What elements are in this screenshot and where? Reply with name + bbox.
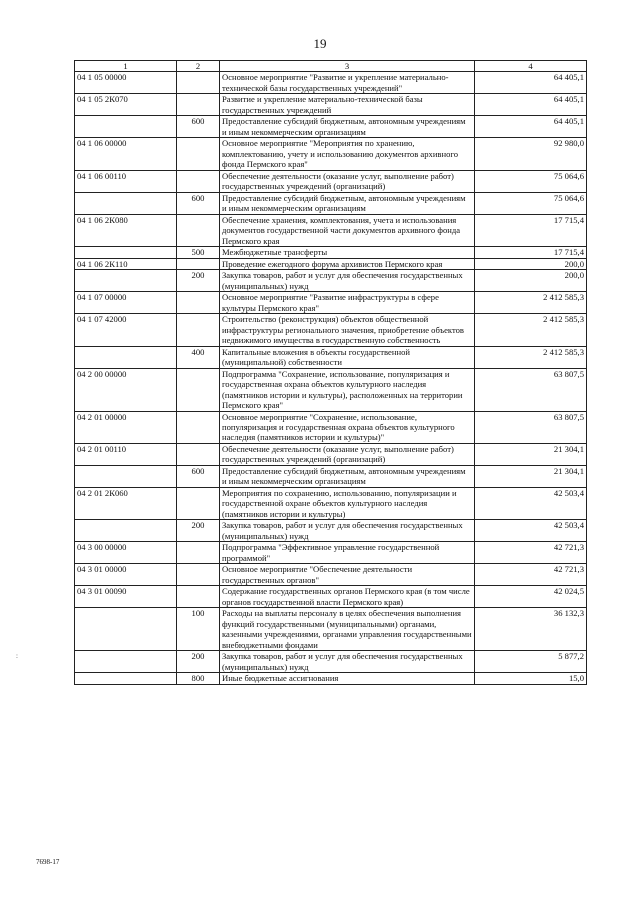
item-name-cell: Подпрограмма "Эффективное управление государственной программой" (220, 542, 475, 564)
expense-type-cell: 200 (177, 270, 220, 292)
item-name-cell: Подпрограмма "Сохранение, использование, популяризация и государственная охрана объектов культурного наследия (памятников истории и культуры), расположенных на территории Пермского края" (220, 368, 475, 411)
budget-code-cell (75, 465, 177, 487)
item-name-cell: Межбюджетные трансферты (220, 247, 475, 258)
amount-cell: 21 304,1 (475, 465, 587, 487)
budget-code-cell (75, 608, 177, 651)
table-row (75, 138, 587, 170)
amount-cell: 17 715,4 (475, 247, 587, 258)
table-row (75, 542, 587, 564)
item-name-cell: Содержание государственных органов Пермского края (в том числе органов государственной власти Пермского края) (220, 586, 475, 608)
amount-cell: 64 405,1 (475, 72, 587, 94)
margin-mark: : (16, 652, 18, 660)
table-row (75, 465, 587, 487)
table-row (75, 673, 587, 684)
table-row (75, 368, 587, 411)
item-name-cell: Обеспечение деятельности (оказание услуг, выполнение работ) государственных учреждений (организаций) (220, 170, 475, 192)
table-row (75, 192, 587, 214)
expense-type-cell: 200 (177, 651, 220, 673)
expense-type-cell (177, 586, 220, 608)
budget-code-cell: 04 3 01 00090 (75, 586, 177, 608)
item-name-cell: Предоставление субсидий бюджетным, автономным учреждениям и иным некоммерческим организациям (220, 116, 475, 138)
table-row (75, 214, 587, 246)
amount-cell: 200,0 (475, 270, 587, 292)
table-row (75, 116, 587, 138)
item-name-cell: Строительство (реконструкция) объектов общественной инфраструктуры регионального значения, приобретение объектов недвижимого имущества в государственную собственность (220, 314, 475, 346)
expense-type-cell: 600 (177, 465, 220, 487)
expense-type-cell: 200 (177, 520, 220, 542)
page-number: 19 (313, 36, 327, 51)
amount-cell: 2 412 585,3 (475, 292, 587, 314)
amount-cell: 200,0 (475, 258, 587, 269)
budget-code-cell: 04 1 06 2К080 (75, 214, 177, 246)
expense-type-cell (177, 94, 220, 116)
expense-type-cell (177, 292, 220, 314)
table-row (75, 586, 587, 608)
amount-cell: 42 503,4 (475, 487, 587, 519)
item-name-cell: Обеспечение деятельности (оказание услуг, выполнение работ) государственных учреждений (организаций) (220, 443, 475, 465)
amount-cell: 42 503,4 (475, 520, 587, 542)
amount-cell: 36 132,3 (475, 608, 587, 651)
expense-type-cell (177, 368, 220, 411)
budget-code-cell: 04 2 01 2К060 (75, 487, 177, 519)
amount-cell: 2 412 585,3 (475, 346, 587, 368)
expense-type-cell (177, 564, 220, 586)
expense-type-cell (177, 170, 220, 192)
budget-code-cell: 04 2 01 00000 (75, 411, 177, 443)
budget-code-cell: 04 3 00 00000 (75, 542, 177, 564)
budget-code-cell (75, 116, 177, 138)
amount-cell: 42 721,3 (475, 542, 587, 564)
item-name-cell: Закупка товаров, работ и услуг для обеспечения государственных (муниципальных) нужд (220, 520, 475, 542)
expense-type-cell (177, 443, 220, 465)
item-name-cell: Обеспечение хранения, комплектования, учета и использования документов государственной части документов архивного фонда Пермского края (220, 214, 475, 246)
expense-type-cell (177, 258, 220, 269)
budget-code-cell (75, 192, 177, 214)
table-row (75, 292, 587, 314)
budget-code-cell: 04 3 01 00000 (75, 564, 177, 586)
expense-type-cell (177, 411, 220, 443)
item-name-cell: Основное мероприятие "Мероприятия по хранению, комплектованию, учету и использованию документов архивного фонда Пермского края" (220, 138, 475, 170)
budget-code-cell: 04 1 07 00000 (75, 292, 177, 314)
item-name-cell: Закупка товаров, работ и услуг для обеспечения государственных (муниципальных) нужд (220, 270, 475, 292)
expense-type-cell: 800 (177, 673, 220, 684)
budget-code-cell: 04 1 06 00110 (75, 170, 177, 192)
budget-code-cell: 04 1 06 00000 (75, 138, 177, 170)
amount-cell: 21 304,1 (475, 443, 587, 465)
table-row (75, 411, 587, 443)
budget-code-cell: 04 1 06 2К110 (75, 258, 177, 269)
budget-code-cell: 04 1 07 42000 (75, 314, 177, 346)
table-row (75, 346, 587, 368)
item-name-cell: Проведение ежегодного форума архивистов Пермского края (220, 258, 475, 269)
item-name-cell: Основное мероприятие "Сохранение, использование, популяризация и государственная охрана объектов культурного наследия (памятников истории и культуры)" (220, 411, 475, 443)
budget-code-cell (75, 673, 177, 684)
table-row (75, 520, 587, 542)
table-row (75, 258, 587, 269)
expense-type-cell (177, 138, 220, 170)
item-name-cell: Капитальные вложения в объекты государственной (муниципальной) собственности (220, 346, 475, 368)
amount-cell: 75 064,6 (475, 192, 587, 214)
column-header-2: 2 (177, 61, 220, 72)
item-name-cell: Закупка товаров, работ и услуг для обеспечения государственных (муниципальных) нужд (220, 651, 475, 673)
expense-type-cell: 100 (177, 608, 220, 651)
budget-code-cell (75, 247, 177, 258)
table-row (75, 487, 587, 519)
table-row (75, 651, 587, 673)
budget-code-cell (75, 270, 177, 292)
expense-type-cell (177, 72, 220, 94)
item-name-cell: Предоставление субсидий бюджетным, автономным учреждениям и иным некоммерческим организациям (220, 192, 475, 214)
amount-cell: 42 721,3 (475, 564, 587, 586)
item-name-cell: Основное мероприятие "Развитие инфраструктуры в сфере культуры Пермского края" (220, 292, 475, 314)
budget-code-cell: 04 1 05 00000 (75, 72, 177, 94)
table-row (75, 170, 587, 192)
column-header-3: 3 (220, 61, 475, 72)
item-name-cell: Иные бюджетные ассигнования (220, 673, 475, 684)
header-row (75, 61, 587, 72)
budget-code-cell (75, 651, 177, 673)
amount-cell: 64 405,1 (475, 116, 587, 138)
amount-cell: 2 412 585,3 (475, 314, 587, 346)
expense-type-cell (177, 542, 220, 564)
table-row (75, 314, 587, 346)
budget-code-cell (75, 520, 177, 542)
budget-code-cell (75, 346, 177, 368)
item-name-cell: Основное мероприятие "Обеспечение деятельности государственных органов" (220, 564, 475, 586)
amount-cell: 17 715,4 (475, 214, 587, 246)
budget-code-cell: 04 2 00 00000 (75, 368, 177, 411)
table-row (75, 247, 587, 258)
amount-cell: 64 405,1 (475, 94, 587, 116)
amount-cell: 15,0 (475, 673, 587, 684)
table-row (75, 72, 587, 94)
expense-type-cell: 600 (177, 192, 220, 214)
amount-cell: 92 980,0 (475, 138, 587, 170)
amount-cell: 42 024,5 (475, 586, 587, 608)
table-row (75, 608, 587, 651)
column-header-4: 4 (475, 61, 587, 72)
item-name-cell: Расходы на выплаты персоналу в целях обеспечения выполнения функций государственными (муниципальными) органами, казенными учреждениями, органами управления государственными внебюджетными фондами (220, 608, 475, 651)
amount-cell: 75 064,6 (475, 170, 587, 192)
item-name-cell: Основное мероприятие "Развитие и укрепление материально-технической базы государственных учреждений" (220, 72, 475, 94)
item-name-cell: Предоставление субсидий бюджетным, автономным учреждениям и иным некоммерческим организациям (220, 465, 475, 487)
table-row (75, 94, 587, 116)
table-row (75, 270, 587, 292)
table-row (75, 443, 587, 465)
budget-table (74, 60, 587, 685)
budget-code-cell: 04 2 01 00110 (75, 443, 177, 465)
column-header-1: 1 (75, 61, 177, 72)
expense-type-cell: 600 (177, 116, 220, 138)
amount-cell: 63 807,5 (475, 368, 587, 411)
item-name-cell: Мероприятия по сохранению, использованию, популяризации и государственной охране объектов культурного наследия (памятников истории и культуры) (220, 487, 475, 519)
expense-type-cell: 500 (177, 247, 220, 258)
document-code: 7698-17 (36, 858, 60, 866)
amount-cell: 63 807,5 (475, 411, 587, 443)
expense-type-cell: 400 (177, 346, 220, 368)
expense-type-cell (177, 214, 220, 246)
table-row (75, 564, 587, 586)
budget-code-cell: 04 1 05 2К070 (75, 94, 177, 116)
table-body (75, 72, 587, 684)
item-name-cell: Развитие и укрепление материально-технической базы государственных учреждений (220, 94, 475, 116)
expense-type-cell (177, 487, 220, 519)
expense-type-cell (177, 314, 220, 346)
amount-cell: 5 877,2 (475, 651, 587, 673)
